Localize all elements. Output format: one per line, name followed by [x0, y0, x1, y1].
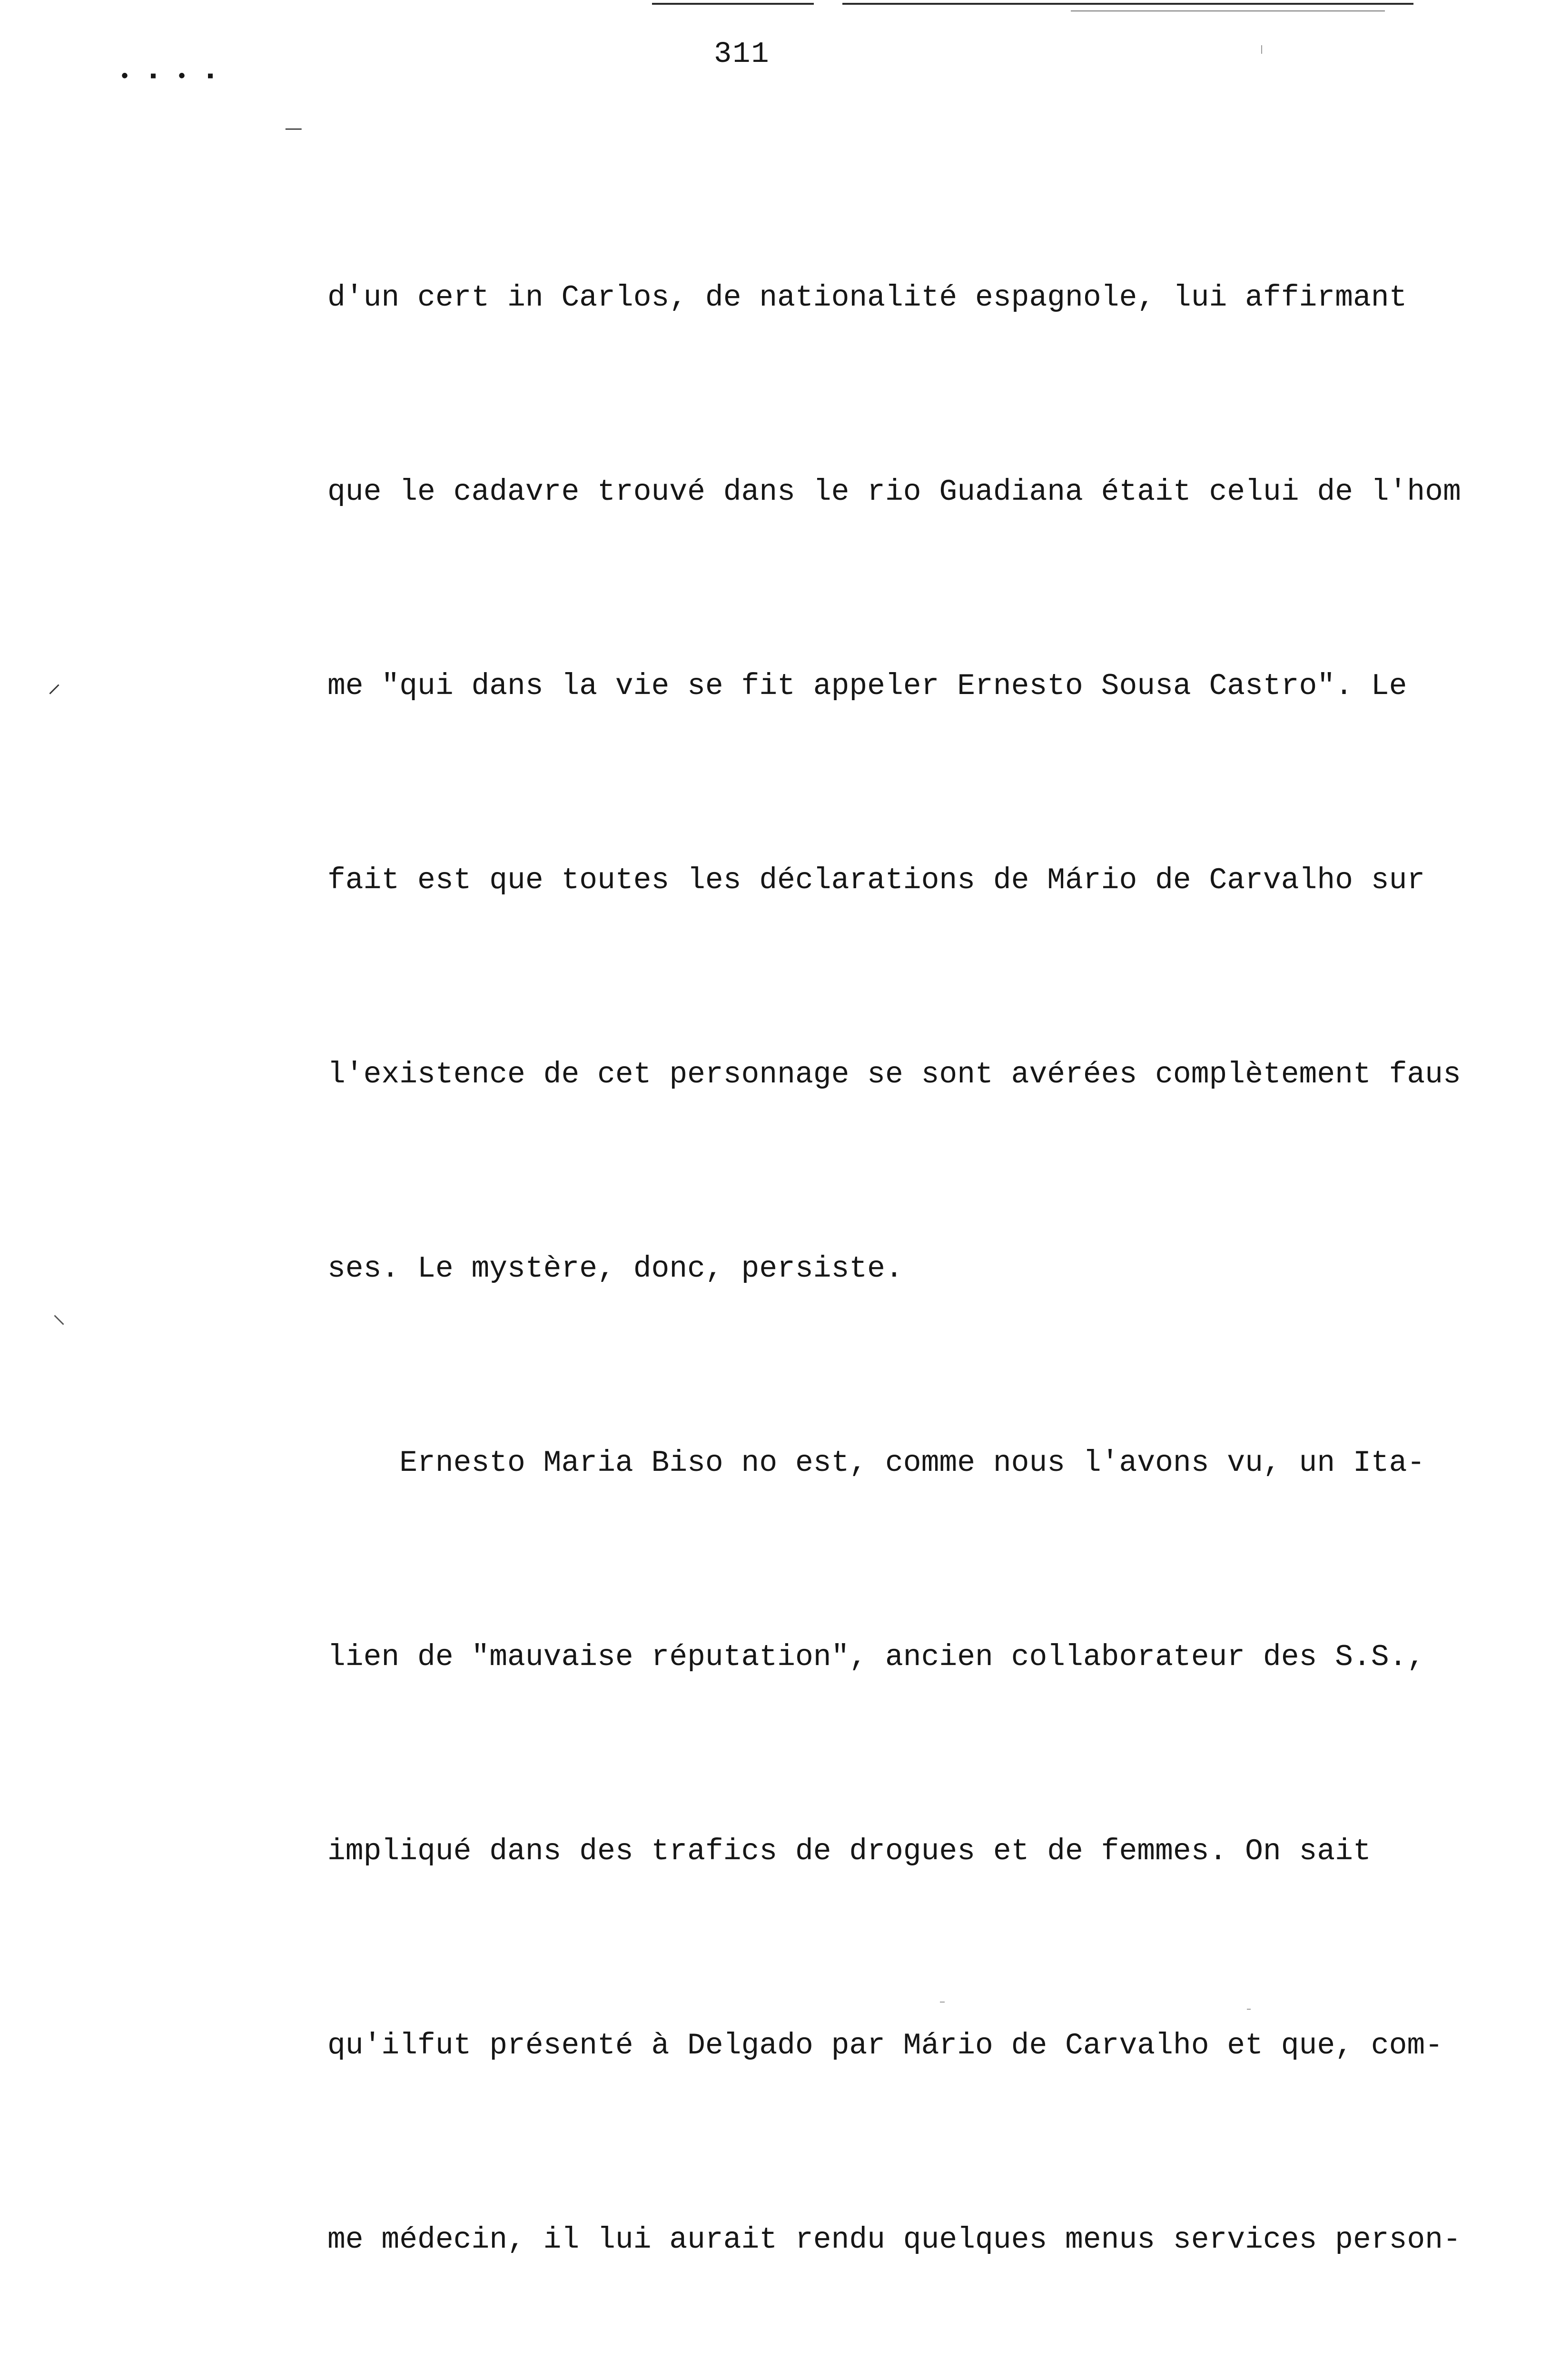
- text-line: impliqué dans des trafics de drogues et de femmes. On sait: [327, 1835, 1371, 1868]
- margin-mark: ⸜: [52, 1300, 66, 1331]
- corner-marks: • ▪ • ▪: [119, 67, 219, 88]
- text-line: ses. Le mystère, donc, persiste.: [327, 1252, 903, 1286]
- text-line: me médecin, il lui aurait rendu quelques menus services person-: [327, 2223, 1461, 2257]
- text-line: lien de "mauvaise réputation", ancien collaborateur des S.S.,: [327, 1640, 1425, 1674]
- text-line: l'existence de cet personnage se sont avérées complètement faus: [327, 1058, 1461, 1091]
- text-line: me "qui dans la vie se fit appeler Ernesto Sousa Castro". Le: [327, 669, 1407, 703]
- text-line: d'un cert in Carlos, de nationalité espagnole, lui affirmant: [327, 281, 1407, 315]
- page-number: 311: [714, 37, 770, 71]
- scan-speck: [1261, 45, 1262, 54]
- margin-mark: ‾: [286, 126, 302, 157]
- top-rule: [652, 3, 814, 5]
- text-line: Ernesto Maria Biso no est, comme nous l'avons vu, un Ita-: [327, 1446, 1425, 1480]
- text-line: fait est que toutes les déclarations de Mário de Carvalho sur: [327, 863, 1425, 897]
- margin-mark: ⸝: [48, 670, 61, 700]
- text-line: que le cadavre trouvé dans le rio Guadiana était celui de l'hom: [327, 475, 1461, 509]
- top-rule: [1071, 10, 1385, 11]
- top-rule: [842, 3, 1413, 5]
- text-line: qu'ilfut présenté à Delgado par Mário de Carvalho et que, com-: [327, 2029, 1443, 2063]
- typewritten-body: [327, 136, 1546, 2380]
